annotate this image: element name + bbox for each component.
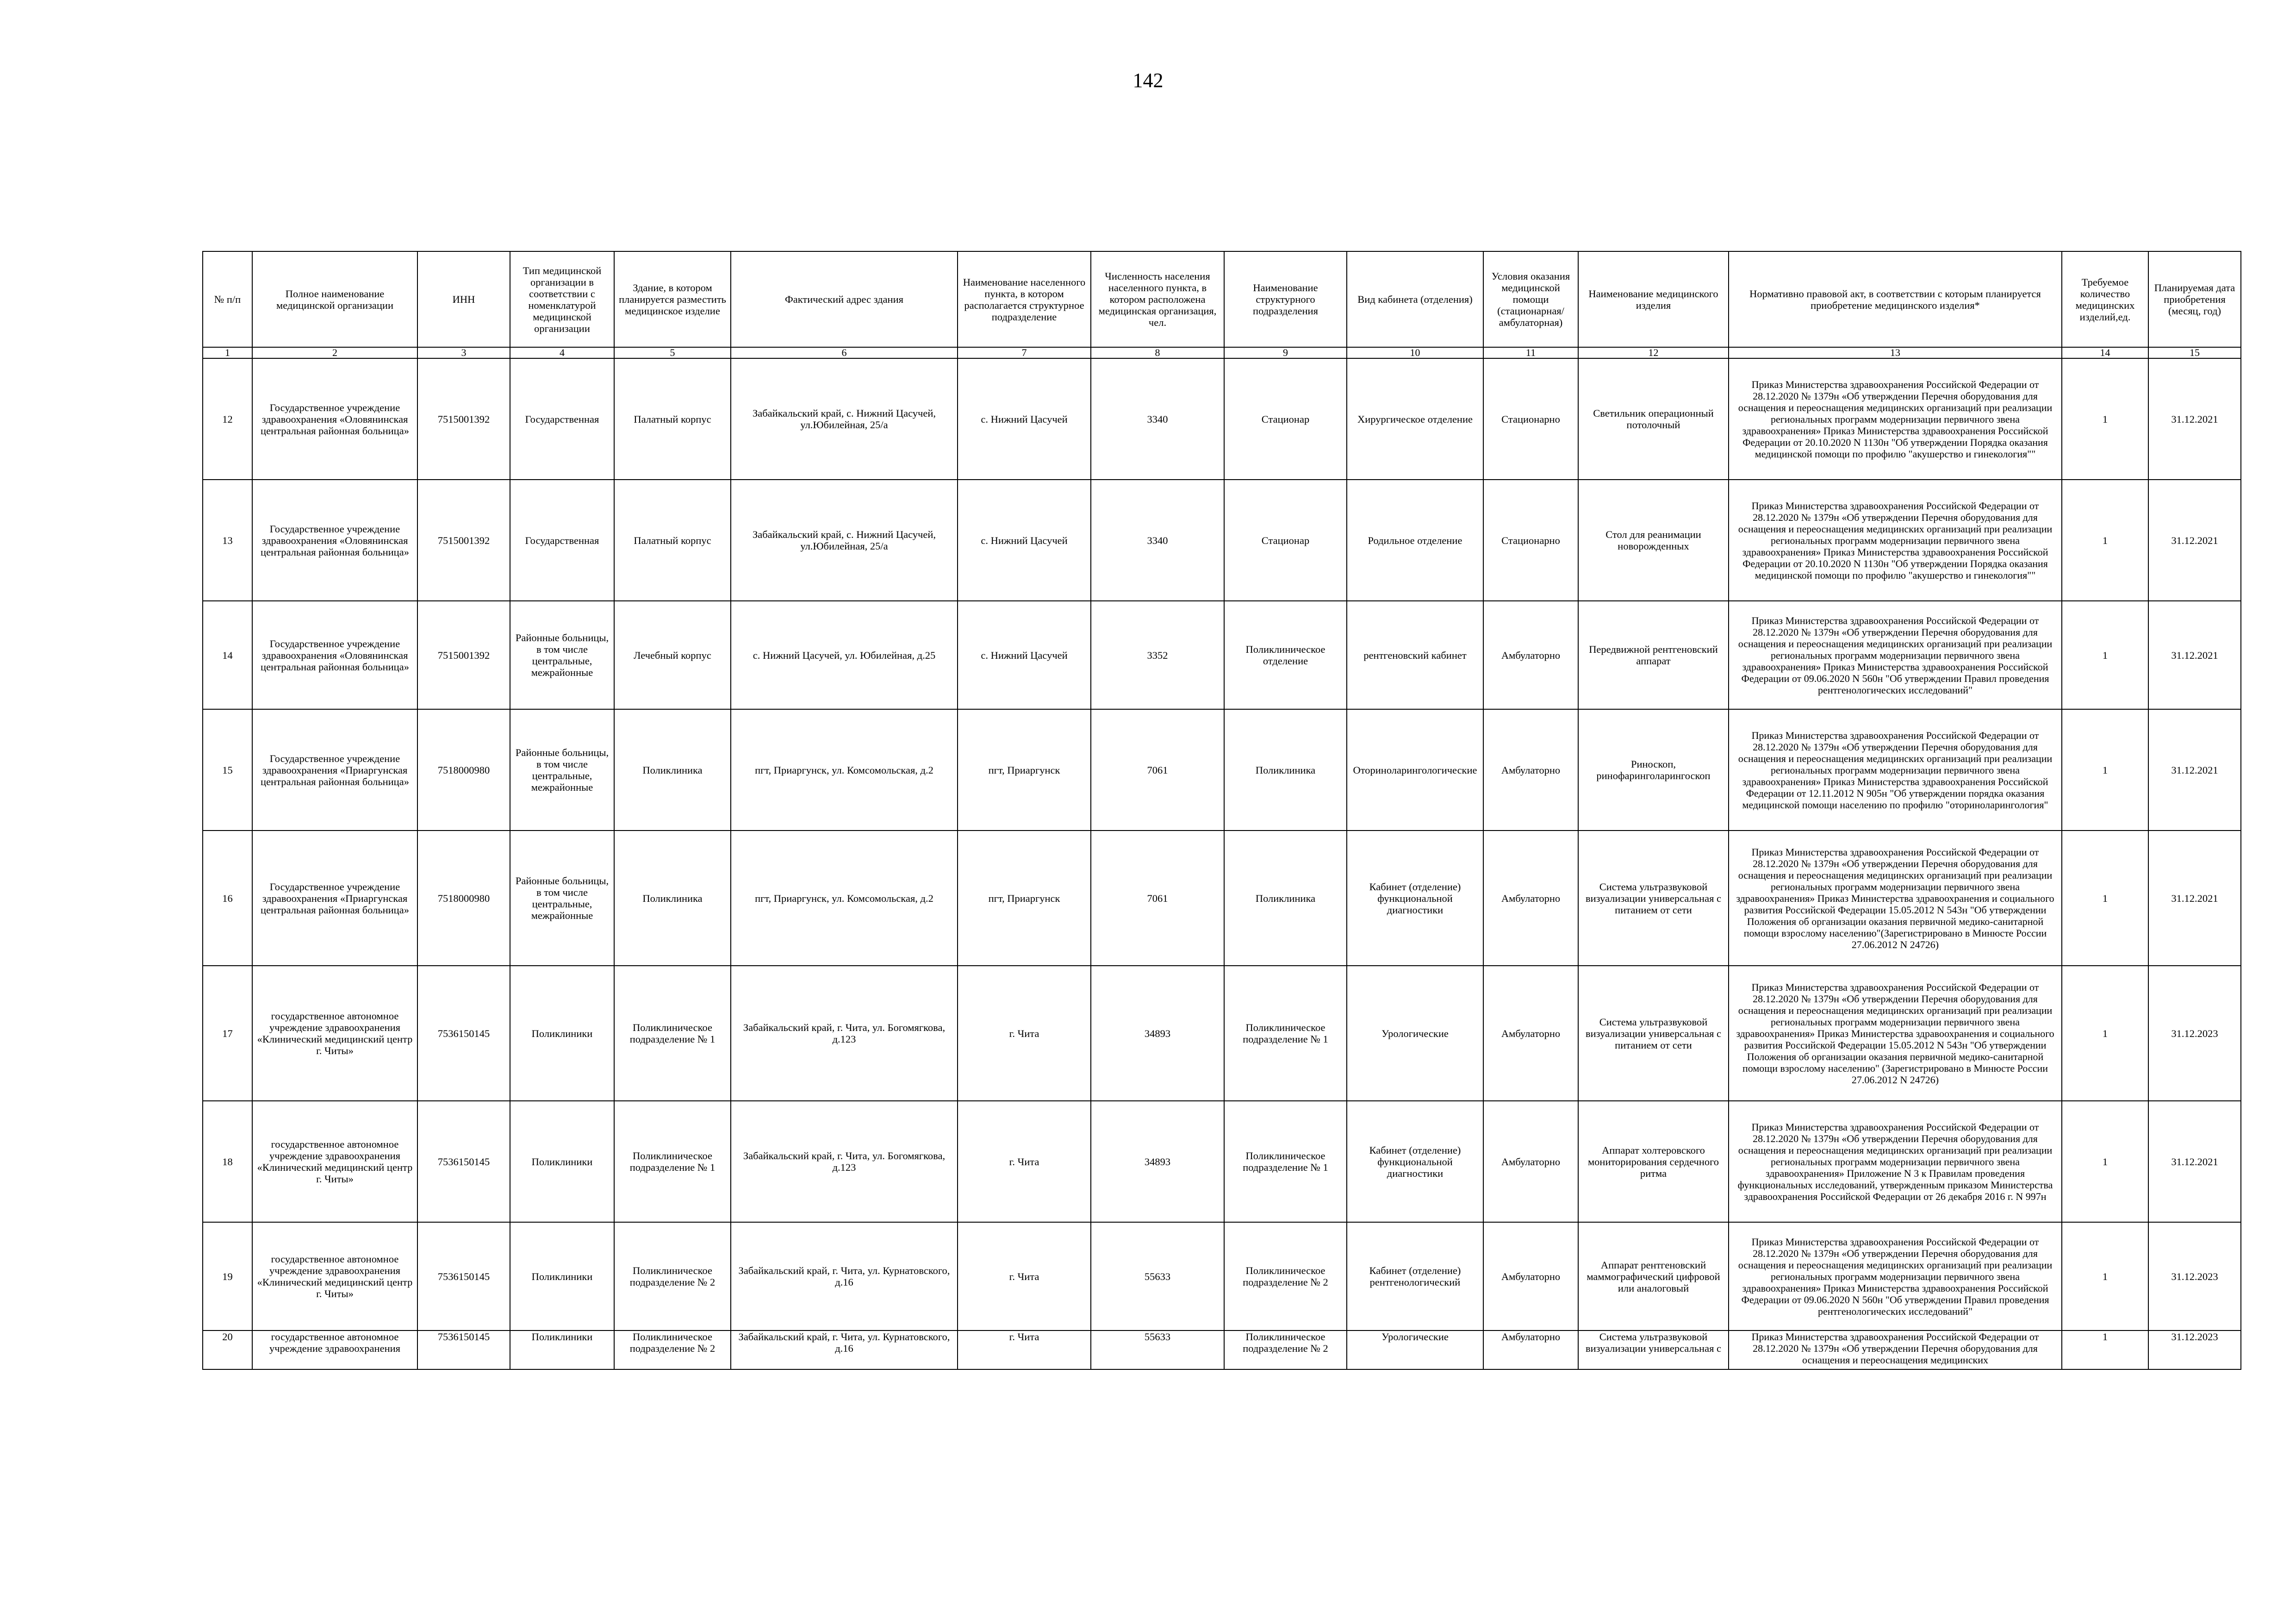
cell-organization-name: Государственное учреждение здравоохранения «Оловянинская центральная районная больница» [252, 480, 417, 601]
cell-care-conditions: Стационарно [1483, 358, 1578, 480]
cell-subdivision: Поликлиническое подразделение № 1 [1224, 1101, 1347, 1222]
cell-population: 34893 [1091, 1101, 1224, 1222]
cell-cabinet-type: Родильное отделение [1347, 480, 1483, 601]
cell-row-number: 18 [203, 1101, 252, 1222]
cell-care-conditions: Амбулаторно [1483, 709, 1578, 831]
cell-address: Забайкальский край, г. Чита, ул. Курнатовского, д.16 [731, 1222, 958, 1330]
column-header: Требуемое количество медицинских изделий,ед. [2062, 251, 2148, 347]
cell-organization-name: государственное автономное учреждение здравоохранения «Клинический медицинский центр г. Читы» [252, 1222, 417, 1330]
cell-address: Забайкальский край, г. Чита, ул. Богомягкова, д.123 [731, 966, 958, 1101]
cell-organization-name: Государственное учреждение здравоохранения «Оловянинская центральная районная больница» [252, 601, 417, 709]
column-number: 4 [510, 347, 614, 358]
cell-population: 3340 [1091, 480, 1224, 601]
column-header: Наименование населенного пункта, в котором располагается структурное подразделение [958, 251, 1091, 347]
cell-quantity: 1 [2062, 966, 2148, 1101]
cell-organization-type: Поликлиники [510, 1222, 614, 1330]
column-header: Здание, в котором планируется разместить медицинское изделие [614, 251, 731, 347]
cell-organization-type: Поликлиники [510, 966, 614, 1101]
column-header: Полное наименование медицинской организации [252, 251, 417, 347]
cell-quantity: 1 [2062, 358, 2148, 480]
cell-planned-date: 31.12.2023 [2148, 966, 2241, 1101]
cell-building: Поликлиническое подразделение № 2 [614, 1330, 731, 1369]
cell-row-number: 16 [203, 831, 252, 966]
cell-building: Палатный корпус [614, 358, 731, 480]
cell-address: Забайкальский край, г. Чита, ул. Богомягкова, д.123 [731, 1101, 958, 1222]
cell-care-conditions: Амбулаторно [1483, 1101, 1578, 1222]
cell-cabinet-type: Урологические [1347, 966, 1483, 1101]
cell-organization-type: Районные больницы, в том числе центральные, межрайонные [510, 601, 614, 709]
cell-organization-type: Государственная [510, 358, 614, 480]
cell-subdivision: Стационар [1224, 480, 1347, 601]
cell-cabinet-type: Кабинет (отделение) функциональной диагностики [1347, 1101, 1483, 1222]
cell-settlement: г. Чита [958, 966, 1091, 1101]
column-number: 7 [958, 347, 1091, 358]
table-row [203, 1330, 2241, 1369]
cell-planned-date: 31.12.2023 [2148, 1222, 2241, 1330]
cell-quantity: 1 [2062, 601, 2148, 709]
cell-subdivision: Поликлиническое подразделение № 2 [1224, 1330, 1347, 1369]
table-row [203, 358, 2241, 480]
cell-legal-act: Приказ Министерства здравоохранения Российской Федерации от 28.12.2020 № 1379н «Об утверждении Перечня оборудования для оснащения и переоснащения медицинских организаций при реализации региональных программ модернизации первичного звена здравоохранения» Приказ Министерства здравоохранения Российской Федерации от 09.06.2020 N 560н "Об утверждении Правил проведения рентгенологических исследований" [1729, 1222, 2062, 1330]
cell-subdivision: Поликлиническое отделение [1224, 601, 1347, 709]
cell-organization-type: Поликлиники [510, 1330, 614, 1369]
cell-cabinet-type: Кабинет (отделение) функциональной диагностики [1347, 831, 1483, 966]
cell-organization-name: государственное автономное учреждение здравоохранения [252, 1330, 417, 1369]
page-number: 142 [1132, 69, 1164, 92]
column-number: 1 [203, 347, 252, 358]
cell-device-name: Стол для реанимации новорожденных [1578, 480, 1729, 601]
cell-device-name: Аппарат рентгеновский маммографический цифровой или аналоговый [1578, 1222, 1729, 1330]
cell-cabinet-type: рентгеновский кабинет [1347, 601, 1483, 709]
cell-quantity: 1 [2062, 480, 2148, 601]
cell-inn: 7518000980 [417, 831, 510, 966]
cell-legal-act: Приказ Министерства здравоохранения Российской Федерации от 28.12.2020 № 1379н «Об утверждении Перечня оборудования для оснащения и переоснащения медицинских организаций при реализации региональных программ модернизации первичного звена здравоохранения» Приказ Министерства здравоохранения Российской Федерации от 20.10.2020 N 1130н "Об утверждении Порядка оказания медицинской помощи по профилю "акушерство и гинекология"" [1729, 480, 2062, 601]
column-number: 5 [614, 347, 731, 358]
cell-organization-name: государственное автономное учреждение здравоохранения «Клинический медицинский центр г. Читы» [252, 1101, 417, 1222]
table-row [203, 709, 2241, 831]
cell-planned-date: 31.12.2021 [2148, 601, 2241, 709]
table-row [203, 601, 2241, 709]
cell-building: Поликлиническое подразделение № 2 [614, 1222, 731, 1330]
cell-device-name: Риноскоп, ринофаринголарингоскоп [1578, 709, 1729, 831]
column-number: 13 [1729, 347, 2062, 358]
cell-organization-name: Государственное учреждение здравоохранения «Приаргунская центральная районная больница» [252, 831, 417, 966]
equipment-table [202, 251, 2241, 1370]
column-number: 2 [252, 347, 417, 358]
cell-inn: 7515001392 [417, 480, 510, 601]
cell-building: Поликлиническое подразделение № 1 [614, 1101, 731, 1222]
cell-subdivision: Поликлиническое подразделение № 2 [1224, 1222, 1347, 1330]
cell-population: 7061 [1091, 831, 1224, 966]
cell-inn: 7536150145 [417, 1101, 510, 1222]
cell-organization-name: Государственное учреждение здравоохранения «Оловянинская центральная районная больница» [252, 358, 417, 480]
cell-quantity: 1 [2062, 1101, 2148, 1222]
cell-organization-type: Районные больницы, в том числе центральные, межрайонные [510, 709, 614, 831]
column-header: Наименование структурного подразделения [1224, 251, 1347, 347]
cell-planned-date: 31.12.2021 [2148, 480, 2241, 601]
cell-inn: 7536150145 [417, 1222, 510, 1330]
cell-subdivision: Поликлиническое подразделение № 1 [1224, 966, 1347, 1101]
cell-device-name: Передвижной рентгеновский аппарат [1578, 601, 1729, 709]
cell-row-number: 13 [203, 480, 252, 601]
cell-cabinet-type: Оториноларингологические [1347, 709, 1483, 831]
cell-quantity: 1 [2062, 1222, 2148, 1330]
cell-cabinet-type: Урологические [1347, 1330, 1483, 1369]
cell-row-number: 15 [203, 709, 252, 831]
cell-inn: 7536150145 [417, 966, 510, 1101]
cell-building: Лечебный корпус [614, 601, 731, 709]
cell-subdivision: Поликлиника [1224, 709, 1347, 831]
cell-care-conditions: Амбулаторно [1483, 601, 1578, 709]
column-header: Тип медицинской организации в соответствии с номенклатурой медицинской организации [510, 251, 614, 347]
cell-care-conditions: Амбулаторно [1483, 1330, 1578, 1369]
table-row [203, 1222, 2241, 1330]
cell-address: пгт, Приаргунск, ул. Комсомольская, д.2 [731, 831, 958, 966]
cell-address: пгт, Приаргунск, ул. Комсомольская, д.2 [731, 709, 958, 831]
cell-care-conditions: Амбулаторно [1483, 966, 1578, 1101]
cell-device-name: Система ультразвуковой визуализации универсальная с питанием от сети [1578, 966, 1729, 1101]
cell-settlement: пгт, Приаргунск [958, 831, 1091, 966]
cell-population: 3340 [1091, 358, 1224, 480]
cell-care-conditions: Амбулаторно [1483, 1222, 1578, 1330]
table-row [203, 480, 2241, 601]
cell-legal-act: Приказ Министерства здравоохранения Российской Федерации от 28.12.2020 № 1379н «Об утверждении Перечня оборудования для оснащения и переоснащения медицинских организаций при реализации региональных программ модернизации первичного звена здравоохранения» Приказ Министерства здравоохранения Российской Федерации от 09.06.2020 N 560н "Об утверждении Правил проведения рентгенологических исследований" [1729, 601, 2062, 709]
cell-settlement: с. Нижний Цасучей [958, 358, 1091, 480]
cell-population: 55633 [1091, 1222, 1224, 1330]
column-number: 8 [1091, 347, 1224, 358]
cell-planned-date: 31.12.2021 [2148, 1101, 2241, 1222]
cell-settlement: г. Чита [958, 1222, 1091, 1330]
column-number: 9 [1224, 347, 1347, 358]
cell-subdivision: Стационар [1224, 358, 1347, 480]
cell-population: 7061 [1091, 709, 1224, 831]
cell-legal-act: Приказ Министерства здравоохранения Российской Федерации от 28.12.2020 № 1379н «Об утверждении Перечня оборудования для оснащения и переоснащения медицинских [1729, 1330, 2062, 1369]
cell-row-number: 19 [203, 1222, 252, 1330]
column-number-row [203, 347, 2241, 358]
cell-legal-act: Приказ Министерства здравоохранения Российской Федерации от 28.12.2020 № 1379н «Об утверждении Перечня оборудования для оснащения и переоснащения медицинских организаций при реализации региональных программ модернизации первичного звена здравоохранения» Приказ Министерства здравоохранения и социального развития Российской Федерации 15.05.2012 N 543н "Об утверждении Положения об организации оказания первичной медико-санитарной помощи взрослому населению"(Зарегистрировано в Минюсте России 27.06.2012 N 24726) [1729, 831, 2062, 966]
cell-inn: 7536150145 [417, 1330, 510, 1369]
cell-address: Забайкальский край, с. Нижний Цасучей, ул.Юбилейная, 25/а [731, 480, 958, 601]
table-row [203, 1101, 2241, 1222]
cell-subdivision: Поликлиника [1224, 831, 1347, 966]
cell-settlement: г. Чита [958, 1330, 1091, 1369]
cell-device-name: Аппарат холтеровского мониторирования сердечного ритма [1578, 1101, 1729, 1222]
cell-row-number: 17 [203, 966, 252, 1101]
cell-population: 34893 [1091, 966, 1224, 1101]
cell-address: Забайкальский край, г. Чита, ул. Курнатовского, д.16 [731, 1330, 958, 1369]
cell-quantity: 1 [2062, 709, 2148, 831]
column-number: 12 [1578, 347, 1729, 358]
column-number: 11 [1483, 347, 1578, 358]
cell-planned-date: 31.12.2023 [2148, 1330, 2241, 1369]
cell-planned-date: 31.12.2021 [2148, 709, 2241, 831]
table-row [203, 831, 2241, 966]
cell-device-name: Светильник операционный потолочный [1578, 358, 1729, 480]
cell-planned-date: 31.12.2021 [2148, 831, 2241, 966]
cell-inn: 7518000980 [417, 709, 510, 831]
cell-organization-type: Государственная [510, 480, 614, 601]
column-number: 10 [1347, 347, 1483, 358]
column-number: 3 [417, 347, 510, 358]
cell-quantity: 1 [2062, 831, 2148, 966]
cell-care-conditions: Амбулаторно [1483, 831, 1578, 966]
cell-settlement: пгт, Приаргунск [958, 709, 1091, 831]
cell-legal-act: Приказ Министерства здравоохранения Российской Федерации от 28.12.2020 № 1379н «Об утверждении Перечня оборудования для оснащения и переоснащения медицинских организаций при реализации региональных программ модернизации первичного звена здравоохранения» Приложение N 3 к Правилам проведения функциональных исследований, утвержденным приказом Министерства здравоохранения Российской Федерации от 26 декабря 2016 г. N 997н [1729, 1101, 2062, 1222]
cell-device-name: Система ультразвуковой визуализации универсальная с [1578, 1330, 1729, 1369]
cell-cabinet-type: Кабинет (отделение) рентгенологический [1347, 1222, 1483, 1330]
cell-row-number: 20 [203, 1330, 252, 1369]
cell-row-number: 14 [203, 601, 252, 709]
cell-organization-type: Районные больницы, в том числе центральные, межрайонные [510, 831, 614, 966]
cell-organization-type: Поликлиники [510, 1101, 614, 1222]
column-header: № п/п [203, 251, 252, 347]
column-header: Нормативно правовой акт, в соответствии с которым планируется приобретение медицинского изделия* [1729, 251, 2062, 347]
column-number: 14 [2062, 347, 2148, 358]
cell-row-number: 12 [203, 358, 252, 480]
cell-cabinet-type: Хирургическое отделение [1347, 358, 1483, 480]
column-header: Фактический адрес здания [731, 251, 958, 347]
cell-organization-name: государственное автономное учреждение здравоохранения «Клинический медицинский центр г. Читы» [252, 966, 417, 1101]
cell-device-name: Система ультразвуковой визуализации универсальная с питанием от сети [1578, 831, 1729, 966]
column-header: Вид кабинета (отделения) [1347, 251, 1483, 347]
cell-settlement: с. Нижний Цасучей [958, 480, 1091, 601]
cell-address: Забайкальский край, с. Нижний Цасучей, ул.Юбилейная, 25/а [731, 358, 958, 480]
cell-organization-name: Государственное учреждение здравоохранения «Приаргунская центральная районная больница» [252, 709, 417, 831]
cell-population: 3352 [1091, 601, 1224, 709]
column-header: Планируемая дата приобретения (месяц, год) [2148, 251, 2241, 347]
column-header: Условия оказания медицинской помощи (стационарная/ амбулаторная) [1483, 251, 1578, 347]
column-header: Наименование медицинского изделия [1578, 251, 1729, 347]
cell-building: Поликлиника [614, 709, 731, 831]
column-header: ИНН [417, 251, 510, 347]
cell-planned-date: 31.12.2021 [2148, 358, 2241, 480]
cell-building: Поликлиника [614, 831, 731, 966]
cell-building: Палатный корпус [614, 480, 731, 601]
table-row [203, 966, 2241, 1101]
cell-legal-act: Приказ Министерства здравоохранения Российской Федерации от 28.12.2020 № 1379н «Об утверждении Перечня оборудования для оснащения и переоснащения медицинских организаций при реализации региональных программ модернизации первичного звена здравоохранения» Приказ Министерства здравоохранения и социального развития Российской Федерации 15.05.2012 N 543н "Об утверждении Положения об организации оказания первичной медико-санитарной помощи взрослому населению" (Зарегистрировано в Минюсте России 27.06.2012 N 24726) [1729, 966, 2062, 1101]
cell-quantity: 1 [2062, 1330, 2148, 1369]
column-header: Численность населения населенного пункта, в котором расположена медицинская организация, чел. [1091, 251, 1224, 347]
cell-settlement: с. Нижний Цасучей [958, 601, 1091, 709]
cell-care-conditions: Стационарно [1483, 480, 1578, 601]
cell-inn: 7515001392 [417, 601, 510, 709]
cell-building: Поликлиническое подразделение № 1 [614, 966, 731, 1101]
column-number: 6 [731, 347, 958, 358]
cell-legal-act: Приказ Министерства здравоохранения Российской Федерации от 28.12.2020 № 1379н «Об утверждении Перечня оборудования для оснащения и переоснащения медицинских организаций при реализации региональных программ модернизации первичного звена здравоохранения» Приказ Министерства здравоохранения Российской Федерации от 12.11.2012 N 905н "Об утверждении порядка оказания медицинской помощи населению по профилю "оториноларингология" [1729, 709, 2062, 831]
cell-settlement: г. Чита [958, 1101, 1091, 1222]
cell-legal-act: Приказ Министерства здравоохранения Российской Федерации от 28.12.2020 № 1379н «Об утверждении Перечня оборудования для оснащения и переоснащения медицинских организаций при реализации региональных программ модернизации первичного звена здравоохранения» Приказ Министерства здравоохранения Российской Федерации от 20.10.2020 N 1130н "Об утверждении Порядка оказания медицинской помощи по профилю "акушерство и гинекология"" [1729, 358, 2062, 480]
cell-address: с. Нижний Цасучей, ул. Юбилейная, д.25 [731, 601, 958, 709]
column-number: 15 [2148, 347, 2241, 358]
header-row [203, 251, 2241, 347]
cell-inn: 7515001392 [417, 358, 510, 480]
cell-population: 55633 [1091, 1330, 1224, 1369]
